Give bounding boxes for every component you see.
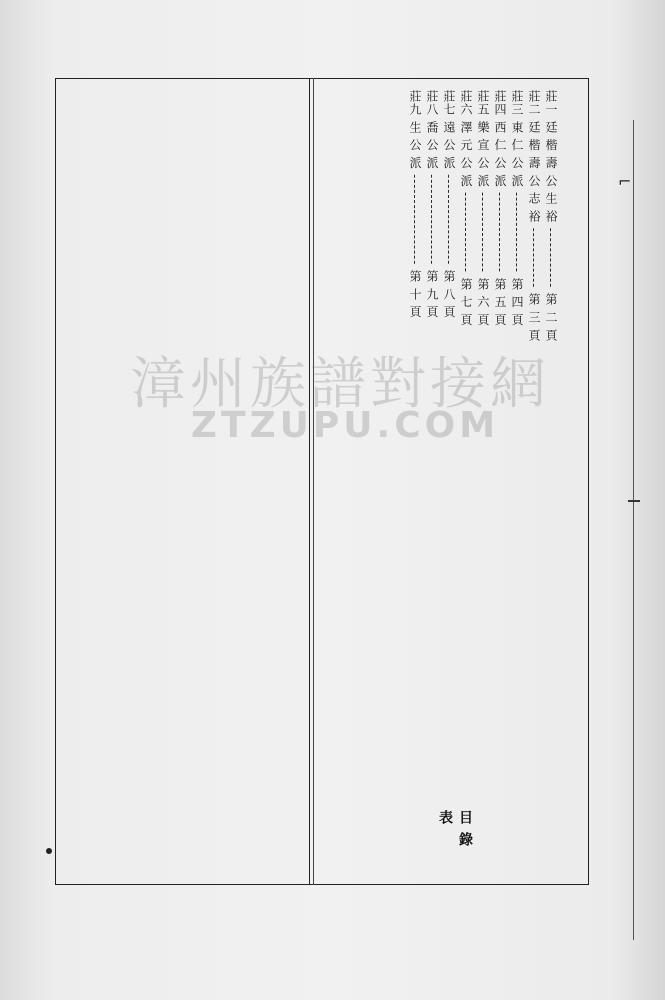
toc-entry: 莊二 廷 楷 壽 公 志 裕 ------------ 第 三 頁 — [527, 90, 541, 342]
toc-entry: 莊三 東 仁 公 派 ---------------- 第 四 頁 — [510, 90, 524, 327]
binding-edge-line — [633, 120, 634, 940]
toc-entry: 莊七 遠 公 派 ------------------ 第 八 頁 — [442, 90, 456, 319]
center-divider — [309, 78, 310, 885]
watermark-text: 漳州族譜對接網 — [130, 352, 550, 417]
toc-entry: 莊四 西 仁 公 派 ---------------- 第 五 頁 — [493, 90, 507, 327]
page-dot — [46, 848, 52, 854]
toc-entry: 莊八 喬 公 派 ------------------ 第 九 頁 — [425, 90, 439, 319]
table-frame — [55, 78, 589, 885]
toc-entry: 莊五 樂 宣 公 派 ---------------- 第 六 頁 — [476, 90, 490, 327]
top-corner-mark: ⌐ — [618, 172, 632, 191]
toc-entry: 莊一 廷 楷 壽 公 生 裕 ------------ 第 二 頁 — [544, 90, 558, 342]
toc-entry: 莊六 澤 元 公 派 ---------------- 第 七 頁 — [459, 90, 473, 327]
toc-entry: 莊九 生 公 派 ------------------ 第 十 頁 — [408, 90, 422, 319]
binding-edge-tick — [628, 500, 640, 502]
watermark-subtext: ZTZUPU.COM — [190, 405, 500, 446]
center-divider-inner — [313, 78, 314, 885]
page-title: 目錄表 — [437, 810, 473, 854]
